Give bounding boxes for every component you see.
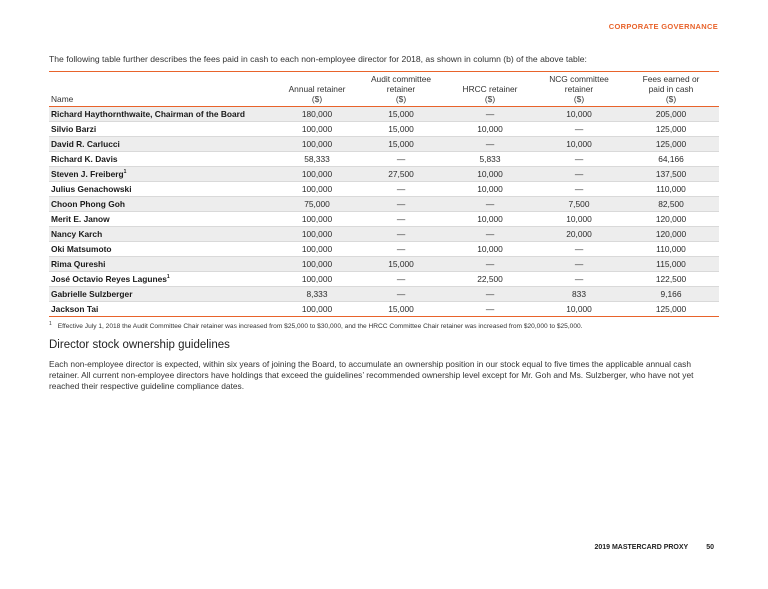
ncg-cell: — [535, 257, 623, 272]
table-row [49, 167, 719, 182]
table-row [49, 287, 719, 302]
audit-cell: — [357, 197, 445, 212]
audit-cell: 15,000 [357, 302, 445, 317]
hrcc-cell: 10,000 [445, 122, 535, 137]
fees-cell: 9,166 [623, 287, 719, 302]
ncg-cell: — [535, 242, 623, 257]
table-row [49, 152, 719, 167]
fees-cell: 125,000 [623, 302, 719, 317]
table-row [49, 242, 719, 257]
hrcc-cell: 10,000 [445, 242, 535, 257]
audit-cell: — [357, 152, 445, 167]
director-name: Richard Haythornthwaite, Chairman of the Board [51, 109, 246, 119]
fees-cell: 125,000 [623, 137, 719, 152]
ncg-cell: 10,000 [535, 107, 623, 122]
annual-cell: 100,000 [277, 242, 357, 257]
ncg-cell: 7,500 [535, 197, 623, 212]
director-name-cell [49, 167, 277, 182]
annual-cell: 8,333 [277, 287, 357, 302]
ncg-cell: — [535, 182, 623, 197]
director-name-cell [49, 242, 277, 257]
fees-cell: 120,000 [623, 227, 719, 242]
hrcc-cell: — [445, 107, 535, 122]
audit-cell: — [357, 272, 445, 287]
table-row [49, 107, 719, 122]
fees-cell: 137,500 [623, 167, 719, 182]
director-name: Steven J. Freiberg [51, 169, 124, 179]
hrcc-cell: — [445, 257, 535, 272]
ncg-cell: 10,000 [535, 212, 623, 227]
annual-cell: 100,000 [277, 167, 357, 182]
director-name: Choon Phong Goh [51, 199, 125, 209]
director-name: David R. Carlucci [51, 139, 120, 149]
fees-cell: 110,000 [623, 242, 719, 257]
audit-cell: 15,000 [357, 137, 445, 152]
audit-cell: 15,000 [357, 122, 445, 137]
hrcc-cell: — [445, 302, 535, 317]
table-row [49, 182, 719, 197]
audit-cell: — [357, 242, 445, 257]
director-name-cell [49, 137, 277, 152]
ncg-cell: 833 [535, 287, 623, 302]
table-header-row [49, 72, 719, 107]
annual-cell: 100,000 [277, 182, 357, 197]
audit-cell: 15,000 [357, 107, 445, 122]
table-row [49, 197, 719, 212]
table-row [49, 122, 719, 137]
fees-cell: 115,000 [623, 257, 719, 272]
hrcc-cell: — [445, 227, 535, 242]
table-row [49, 302, 719, 317]
fees-cell: 205,000 [623, 107, 719, 122]
table-row [49, 257, 719, 272]
audit-cell: — [357, 182, 445, 197]
intro-text: The following table further describes the fees paid in cash to each non-employee director for 2018, as shown in column (b) of the above table: [49, 54, 587, 64]
hrcc-cell: — [445, 287, 535, 302]
annual-cell: 100,000 [277, 137, 357, 152]
section-label: CORPORATE GOVERNANCE [608, 22, 718, 31]
annual-cell: 100,000 [277, 212, 357, 227]
fees-cell: 125,000 [623, 122, 719, 137]
table-row [49, 212, 719, 227]
annual-cell: 100,000 [277, 302, 357, 317]
footnote-text: Effective July 1, 2018 the Audit Committee Chair retainer was increased from $25,000 to $30,000, and the HRCC Committee Chair retainer was increased from $20,000 to $25,000. [57, 323, 583, 331]
annual-cell: 75,000 [277, 197, 357, 212]
director-name-cell [49, 122, 277, 137]
director-name: Richard K. Davis [51, 154, 118, 164]
director-name-cell [49, 182, 277, 197]
director-name-cell [49, 227, 277, 242]
director-name-cell [49, 107, 277, 122]
footnote-reference: 1 [123, 169, 127, 176]
director-name: Oki Matsumoto [51, 244, 112, 254]
column-header-fees-earned: Fees earned or paid in cash ($) [623, 72, 719, 107]
fees-cell: 82,500 [623, 197, 719, 212]
column-header-ncg-retainer: NCG committee retainer ($) [535, 72, 623, 107]
column-header-audit-retainer: Audit committee retainer ($) [357, 72, 445, 107]
annual-cell: 100,000 [277, 272, 357, 287]
director-name: Julius Genachowski [51, 184, 132, 194]
director-name: Gabrielle Sulzberger [51, 289, 133, 299]
annual-cell: 58,333 [277, 152, 357, 167]
hrcc-cell: 10,000 [445, 212, 535, 227]
annual-cell: 180,000 [277, 107, 357, 122]
footnote-mark: 1 [49, 321, 52, 327]
column-header-hrcc-retainer: HRCC retainer ($) [445, 72, 535, 107]
column-header-name: Name [49, 72, 277, 107]
director-name-cell [49, 272, 277, 287]
director-name: Merit E. Janow [51, 214, 110, 224]
hrcc-cell: 22,500 [445, 272, 535, 287]
audit-cell: 15,000 [357, 257, 445, 272]
audit-cell: — [357, 212, 445, 227]
ncg-cell: — [535, 152, 623, 167]
ncg-cell: 10,000 [535, 302, 623, 317]
footnote-reference: 1 [166, 274, 170, 281]
director-name: Jackson Tai [51, 304, 99, 314]
director-name-cell [49, 287, 277, 302]
page-footer [594, 544, 714, 551]
footnote [49, 321, 729, 330]
fees-cell: 64,166 [623, 152, 719, 167]
ncg-cell: — [535, 122, 623, 137]
section-paragraph: Each non-employee director is expected, within six years of joining the Board, to accumulate an ownership position in our stock equal to five times the applicable annual cash retainer. All current non-employee directors have holdings that exceed the guidelines’ recommended ownership level except for Mr. Goh and Ms. Sulzberger, who have not yet reached their respective guideline compliance dates. [49, 359, 694, 392]
table-row [49, 272, 719, 287]
ncg-cell: — [535, 167, 623, 182]
director-name: Nancy Karch [51, 229, 103, 239]
audit-cell: — [357, 287, 445, 302]
director-name-cell [49, 152, 277, 167]
table-row [49, 227, 719, 242]
hrcc-cell: 10,000 [445, 167, 535, 182]
director-fees-table [49, 71, 719, 317]
director-name: José Octavio Reyes Lagunes [51, 274, 167, 284]
director-name: Silvio Barzi [51, 124, 97, 134]
ncg-cell: — [535, 272, 623, 287]
column-header-annual-retainer: Annual retainer ($) [277, 72, 357, 107]
director-name-cell [49, 302, 277, 317]
page-number: 50 [706, 544, 714, 551]
table-row [49, 137, 719, 152]
fees-cell: 120,000 [623, 212, 719, 227]
hrcc-cell: 10,000 [445, 182, 535, 197]
hrcc-cell: 5,833 [445, 152, 535, 167]
director-name-cell [49, 212, 277, 227]
ncg-cell: 10,000 [535, 137, 623, 152]
audit-cell: — [357, 227, 445, 242]
fees-cell: 122,500 [623, 272, 719, 287]
hrcc-cell: — [445, 137, 535, 152]
director-name-cell [49, 197, 277, 212]
annual-cell: 100,000 [277, 257, 357, 272]
annual-cell: 100,000 [277, 122, 357, 137]
director-name: Rima Qureshi [51, 259, 106, 269]
director-name-cell [49, 257, 277, 272]
hrcc-cell: — [445, 197, 535, 212]
audit-cell: 27,500 [357, 167, 445, 182]
fees-cell: 110,000 [623, 182, 719, 197]
ncg-cell: 20,000 [535, 227, 623, 242]
annual-cell: 100,000 [277, 227, 357, 242]
section-heading: Director stock ownership guidelines [49, 339, 230, 351]
footer-title: 2019 MASTERCARD PROXY [594, 544, 689, 551]
